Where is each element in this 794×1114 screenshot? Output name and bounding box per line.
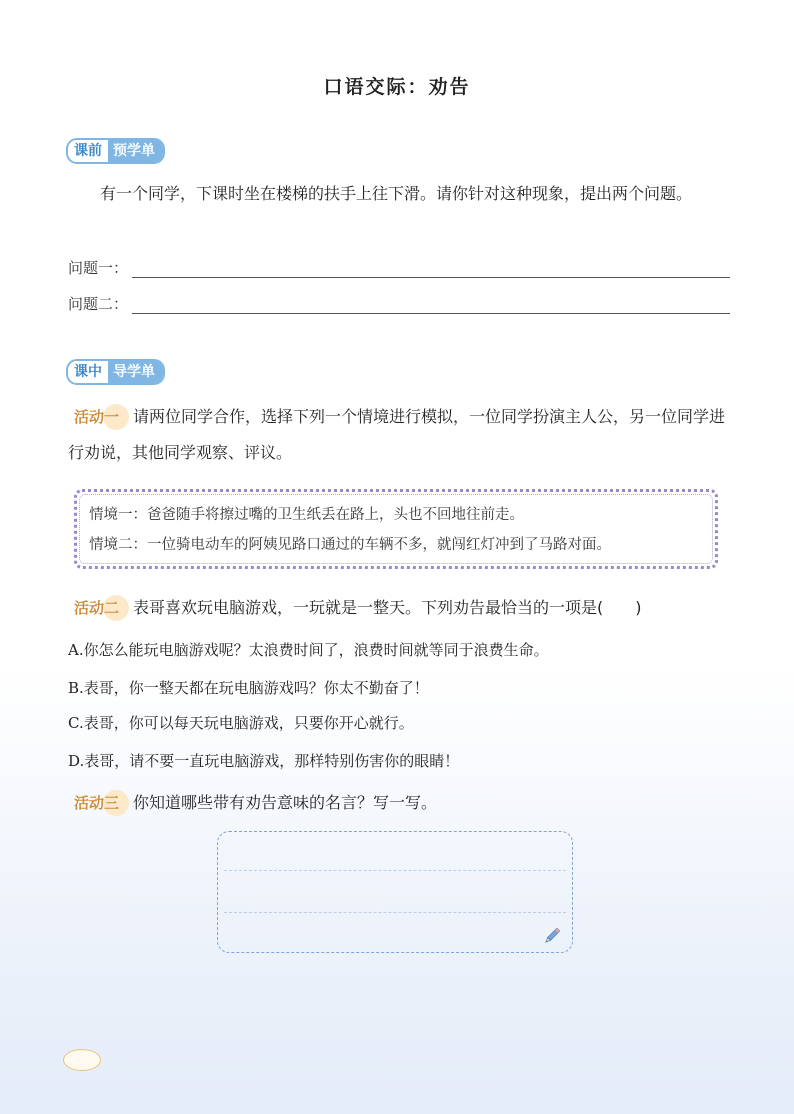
option-d[interactable]: D.表哥，请不要一直玩电脑游戏，那样特别伤害你的眼睛！ — [68, 752, 460, 770]
pre-class-tag-b: 预学单 — [108, 140, 163, 162]
activity-three — [68, 785, 732, 821]
option-c[interactable]: C.表哥，你可以每天玩电脑游戏，只要你开心就行。 — [68, 714, 414, 732]
activity-two-badge: 活动二 — [68, 590, 125, 626]
activity-two-text: 表哥喜欢玩电脑游戏，一玩就是一整天。下列劝告最恰当的一项是( ) — [133, 598, 642, 617]
question-two-row[interactable] — [68, 292, 730, 316]
in-class-tag — [66, 359, 165, 385]
activity-one-badge: 活动一 — [68, 399, 125, 435]
activity-three-badge: 活动三 — [68, 785, 125, 821]
activity-three-text: 你知道哪些带有劝告意味的名言？写一写。 — [133, 793, 438, 812]
question-one-row[interactable] — [68, 256, 730, 280]
activity-two — [68, 590, 732, 626]
option-a[interactable]: A.你怎么能玩电脑游戏呢？太浪费时间了，浪费时间就等同于浪费生命。 — [68, 641, 549, 659]
question-two-label: 问题二： — [68, 295, 129, 313]
page-title: 口语交际：劝告 — [323, 76, 471, 98]
in-class-tag-a: 课中 — [68, 361, 108, 383]
writing-box[interactable] — [217, 831, 573, 953]
option-b[interactable]: B.表哥，你一整天都在玩电脑游戏吗？你太不勤奋了！ — [68, 679, 429, 697]
page-number-oval — [63, 1049, 101, 1071]
question-two-line[interactable] — [132, 313, 730, 314]
activity-one-text: 请两位同学合作，选择下列一个情境进行模拟，一位同学扮演主人公，另一位同学进行劝说，其他同学观察、评议。 — [68, 407, 726, 462]
writing-line-2[interactable] — [224, 912, 566, 913]
pencil-icon — [542, 926, 562, 946]
in-class-tag-b: 导学单 — [108, 361, 163, 383]
scenario-box — [74, 489, 718, 569]
question-one-label: 问题一： — [68, 259, 129, 277]
question-one-line[interactable] — [132, 277, 730, 278]
scenario-one: 情境一：爸爸随手将擦过嘴的卫生纸丢在路上，头也不回地往前走。 — [89, 507, 524, 523]
scenario-two: 情境二：一位骑电动车的阿姨见路口通过的车辆不多，就闯红灯冲到了马路对面。 — [89, 537, 611, 553]
pre-class-tag-a: 课前 — [68, 140, 108, 162]
writing-line-1[interactable] — [224, 870, 566, 871]
pre-class-tag — [66, 138, 165, 164]
activity-one — [68, 399, 732, 471]
pre-class-question-text: 有一个同学，下课时坐在楼梯的扶手上往下滑。请你针对这种现象，提出两个问题。 — [100, 184, 693, 203]
